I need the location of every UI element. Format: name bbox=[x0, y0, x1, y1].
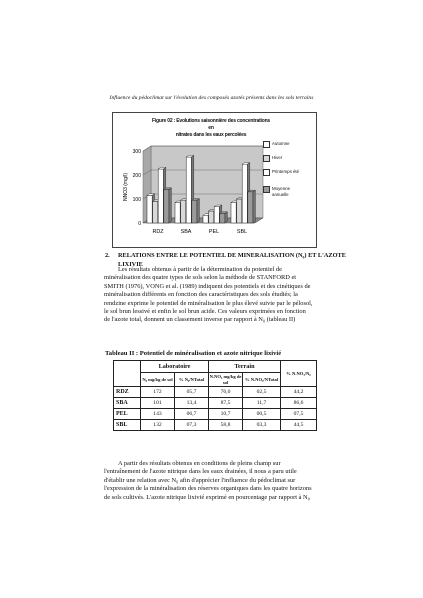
section-number: 2. bbox=[105, 252, 110, 259]
paragraph-1-line: de l'azote total, donnent un classement inverse par rapport à N₀ (tableau II) bbox=[104, 316, 296, 324]
section-title-line2: LIXIVIE bbox=[118, 261, 143, 268]
header-terrain: Terrain bbox=[209, 361, 281, 373]
table-cell: 13,4 bbox=[175, 398, 209, 409]
subheader-nno3-ntotal: % N.NO₃/NTotal bbox=[243, 373, 281, 387]
row-label: PEL bbox=[114, 409, 141, 420]
row-label: SBA bbox=[114, 398, 141, 409]
bar-side bbox=[225, 212, 227, 223]
bar bbox=[237, 199, 242, 223]
bar bbox=[203, 215, 208, 223]
data-table bbox=[113, 360, 317, 431]
running-header: Influence du pédoclimat sur l'évolution des composés azotés présents dans les sols terrains bbox=[109, 95, 314, 101]
bar bbox=[231, 203, 236, 223]
x-tick-label: SBL bbox=[236, 229, 248, 235]
subheader-n0-ntotal: % N₀/NTotal bbox=[175, 373, 209, 387]
legend-swatch bbox=[263, 186, 270, 193]
paragraph-1-line: rendzine exprime le potentiel de minéralisation le plus élevé suivie par le pélosol, bbox=[104, 299, 313, 307]
table-cell: 10,7 bbox=[209, 409, 243, 420]
bar-side bbox=[169, 188, 171, 223]
legend-label: Printemps été bbox=[272, 169, 300, 174]
paragraph-2 bbox=[104, 460, 315, 502]
paragraph-2-line: d'établir une relation avec N₀ afin d'apprécier l'influence du pédoclimat sur bbox=[104, 476, 296, 484]
paragraph-1-line: minéralisation différents en fonction des caractéristiques des sols étudiés; la bbox=[104, 291, 298, 299]
paragraph-1-line: SMITH (1976), VONG et al. (1989) indiquent des potentiels et des cinétiques de bbox=[104, 282, 311, 290]
table-cell: 02,5 bbox=[243, 387, 281, 398]
bar bbox=[186, 157, 191, 223]
bar bbox=[248, 192, 253, 223]
legend-label: Hiver bbox=[272, 155, 283, 160]
bar bbox=[153, 201, 158, 223]
legend-label: Automne bbox=[272, 141, 290, 146]
bar bbox=[242, 164, 247, 223]
table-cell: 07,5 bbox=[281, 409, 317, 420]
row-label: SBL bbox=[114, 420, 141, 431]
paragraph-2-line: l'expression de la minéralisation des réserves organiques dans les quatre horizons bbox=[104, 485, 312, 493]
bar bbox=[214, 207, 219, 223]
chart-plot bbox=[113, 113, 316, 247]
table-caption: Tableau II : Potentiel de minéralisation et azote nitrique lixivié bbox=[105, 350, 282, 357]
y-tick-label: 200 bbox=[132, 172, 141, 179]
x-tick-label: RDZ bbox=[152, 229, 164, 235]
table-cell: 06,7 bbox=[175, 409, 209, 420]
row-label: RDZ bbox=[114, 387, 141, 398]
paragraph-1 bbox=[104, 266, 315, 325]
x-tick-label: SBA bbox=[180, 229, 192, 235]
legend-swatch bbox=[263, 141, 270, 148]
subheader-nno3: N.NO₃ mg/kg de sol bbox=[209, 374, 242, 385]
y-axis-label: NNO3 (mg/l) bbox=[123, 172, 129, 202]
subheader-n0: N₀ mg/kg de sol bbox=[141, 373, 175, 387]
table-cell: 11,7 bbox=[243, 398, 281, 409]
y-tick-label: 300 bbox=[132, 148, 141, 155]
legend-label: Moyenne annuelle bbox=[272, 186, 291, 197]
table-cell: 76,0 bbox=[209, 387, 243, 398]
header-laboratoire: Laboratoire bbox=[141, 361, 209, 373]
paragraph-1-line: Les résultats obtenus à partir de la détermination du potentiel de bbox=[118, 266, 282, 273]
table-cell: 101 bbox=[141, 398, 175, 409]
bar bbox=[147, 195, 152, 223]
paragraph-2-line: l'entraînement de l'azote nitrique dans les eaux drainées, il nous a paru utile bbox=[104, 468, 297, 476]
table-cell: 00,5 bbox=[243, 409, 281, 420]
table-cell: 03,3 bbox=[243, 420, 281, 431]
table-cell: 143 bbox=[141, 409, 175, 420]
table-cell: 132 bbox=[141, 420, 175, 431]
bar bbox=[181, 200, 186, 223]
bar bbox=[158, 169, 163, 223]
table-cell: 58,8 bbox=[209, 420, 243, 431]
table-row bbox=[114, 398, 317, 409]
header-percent-nno3-n0: % N.NO₃/N₀ bbox=[281, 361, 317, 387]
table-row bbox=[114, 409, 317, 420]
table-cell: 44,2 bbox=[281, 387, 317, 398]
paragraph-2-line: A partir des résultats obtenus en conditions de pleins champ sur bbox=[118, 460, 281, 467]
table-cell: 86,6 bbox=[281, 398, 317, 409]
y-tick-label: 0 bbox=[138, 220, 141, 227]
table-cell: 87,5 bbox=[209, 398, 243, 409]
legend-swatch bbox=[263, 169, 270, 176]
legend-swatch bbox=[263, 155, 270, 162]
figure-chart bbox=[112, 112, 317, 248]
table-corner bbox=[114, 361, 141, 387]
table-cell: 05,7 bbox=[175, 387, 209, 398]
y-tick-label: 100 bbox=[132, 196, 141, 203]
table-cell: 172 bbox=[141, 387, 175, 398]
x-tick-label: PEL bbox=[208, 229, 220, 235]
section-title-line1: RELATIONS ENTRE LE POTENTIEL DE MINERALISATION (N₀) ET L'AZOTE bbox=[118, 252, 346, 259]
bar-side bbox=[253, 190, 255, 223]
paragraph-2-line: de sols cultivés. L'azote nitrique lixivié exprimé en pourcentage par rapport à N₀ bbox=[104, 493, 310, 501]
bar bbox=[220, 213, 225, 223]
chart-title-line2: nitrates dans les eaux percolées bbox=[175, 132, 247, 138]
table-row bbox=[114, 387, 317, 398]
paragraph-1-line: le sol brun lessivé et enfin le sol brun acide. Ces valeurs exprimées en fonction bbox=[104, 308, 306, 316]
bar bbox=[164, 189, 169, 223]
table-cell: 44,5 bbox=[281, 420, 317, 431]
bar-side bbox=[197, 199, 199, 223]
chart-title-line1: Figure 02 : Evolutions saisonnière des concentrations en bbox=[151, 118, 271, 131]
bar bbox=[192, 200, 197, 223]
bar bbox=[209, 211, 214, 223]
paragraph-1-line: minéralisation des quatre types de sols selon la méthode de STANFORD et bbox=[104, 274, 297, 282]
table-row bbox=[114, 420, 317, 431]
bar bbox=[175, 203, 180, 223]
table-cell: 07,3 bbox=[175, 420, 209, 431]
